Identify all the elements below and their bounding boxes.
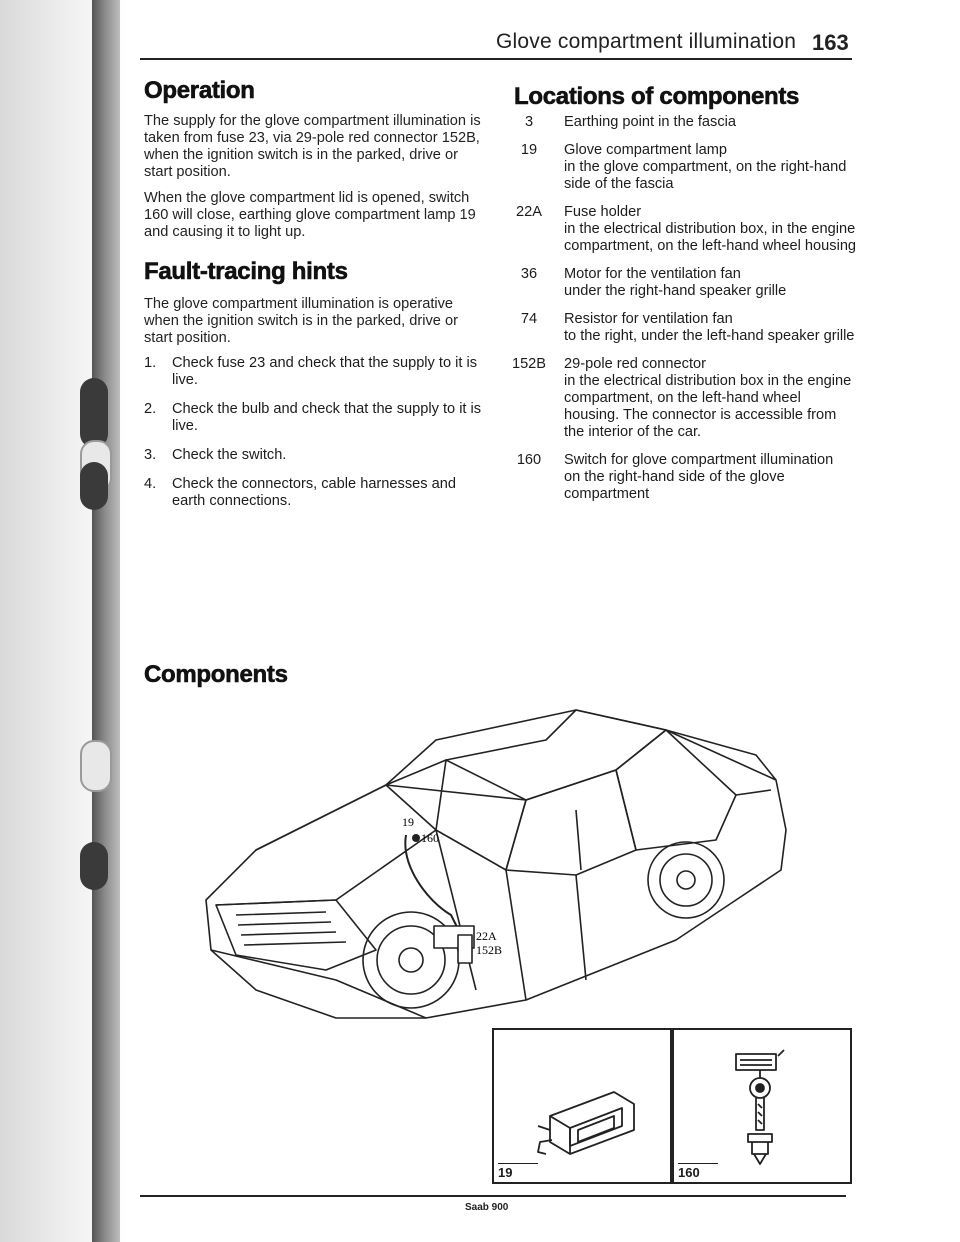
callout-160: 160 [421,831,439,845]
operation-paragraph-2: When the glove compartment lid is opened, switch 160 will close, earthing glove compartment lamp 19 and causing it to light up. [144,190,476,240]
component-location: under the right-hand speaker grille [564,283,787,299]
component-location: in the glove compartment, on the right-hand side of the fascia [564,159,847,192]
operation-paragraph-1: The supply for the glove compartment illumination is taken from fuse 23, via 29-pole red connector 152B, when the ignition switch is in the parked, drive or start position. [144,113,481,180]
list-item [508,356,860,441]
door-switch-icon [674,1030,850,1182]
page-binding-edge [0,0,128,1242]
header-rule [140,58,852,60]
fault-tracing-intro: The glove compartment illumination is operative when the ignition switch is in the parked, drive or start position. [144,296,458,346]
step-text: Check the bulb and check that the supply to it is live. [172,401,482,434]
step-text: Check the switch. [172,447,287,463]
inset-switch-160 [672,1028,852,1184]
binding-spine [92,0,120,1242]
component-code: 36 [520,266,538,282]
step-number: 4. [144,476,157,492]
binder-hole [80,740,112,792]
step-text: Check fuse 23 and check that the supply to it is live. [172,355,478,388]
list-item [508,452,860,503]
step-number: 1. [144,355,157,371]
step-text: Check the connectors, cable harnesses and earth connections. [172,476,456,509]
callout-19: 19 [402,815,414,829]
step-number: 3. [144,447,157,463]
component-location: in the electrical distribution box in the engine compartment, on the left-hand wheel housing. The connector is accessible from the interior of the car. [564,373,852,440]
car-component-diagram [196,700,836,1030]
list-item [144,401,484,435]
component-code: 74 [520,311,538,327]
fault-tracing-heading: Fault-tracing hints [144,258,348,285]
component-name: Resistor for ventilation fan [564,311,733,327]
binder-hole [80,842,108,890]
inset-caption-19: 19 [498,1163,538,1180]
component-location: on the right-hand side of the glove compartment [564,469,785,502]
list-item [508,311,860,345]
component-name: Fuse holder [564,204,642,220]
callout-152b: 152B [476,943,503,957]
inset-caption-160: 160 [678,1163,718,1180]
binder-hole [80,462,108,510]
list-item [508,114,860,131]
list-item [144,447,484,464]
footer-rule [140,1195,846,1197]
component-code: 19 [520,142,538,158]
list-item [144,355,484,389]
component-code: 152B [511,356,547,372]
footer-text: Saab 900 [465,1202,509,1213]
component-code: 22A [516,204,542,220]
step-number: 2. [144,401,157,417]
callout-22a: 22A [476,929,497,943]
components-heading: Components [144,661,288,688]
list-item [144,476,484,510]
list-item [508,142,860,193]
component-name: Motor for the ventilation fan [564,266,741,282]
component-name: Glove compartment lamp [564,142,728,158]
operation-heading: Operation [144,77,255,104]
page-header-title: Glove compartment illumination [496,30,797,53]
lamp-19-marker [412,834,420,842]
component-name: Switch for glove compartment illumination [564,452,834,468]
component-location: in the electrical distribution box, in the engine compartment, on the left-hand wheel housing [564,221,857,254]
component-code: 3 [524,114,534,130]
component-location: to the right, under the left-hand speaker grille [564,328,855,344]
page-number: 163 [812,30,849,55]
component-name: 29-pole red connector [564,356,706,372]
locations-list [508,114,860,514]
fault-tracing-steps [144,355,484,522]
locations-heading: Locations of components [514,83,800,110]
component-name: Earthing point in the fascia [564,114,736,130]
list-item [508,204,860,255]
list-item [508,266,860,300]
inset-lamp-19 [492,1028,672,1184]
glove-lamp-icon [494,1030,670,1182]
component-code: 160 [516,452,542,468]
